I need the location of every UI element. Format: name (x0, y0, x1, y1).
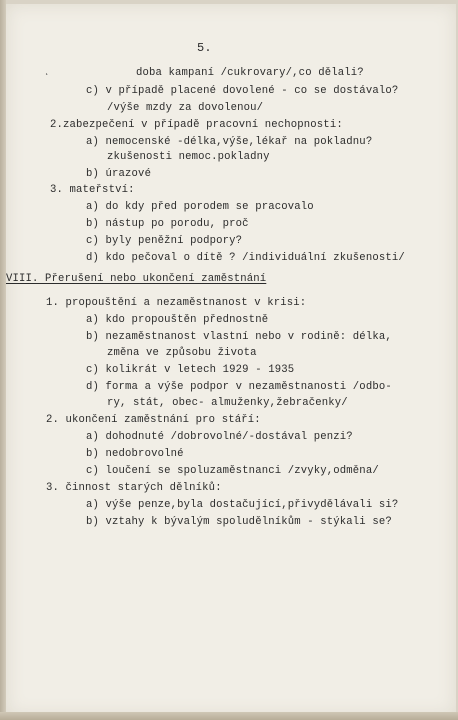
text-line: c) byly peněžní podpory? (86, 235, 243, 247)
text-line: a) výše penze,byla dostačující,přivydělávali si? (86, 499, 399, 511)
text-line: 2. ukončení zaměstnání pro stáří: (46, 414, 261, 426)
text-line: ry, stát, obec- almuženky,žebračenky/ (107, 397, 348, 409)
text-line: doba kampaní /cukrovary/,co dělali? (136, 67, 364, 79)
text-line: b) nástup po porodu, proč (86, 218, 249, 230)
text-line: b) úrazové (86, 168, 152, 180)
text-line: 1. propouštění a nezaměstnanost v krisi: (46, 297, 307, 309)
text-line: b) vztahy k bývalým spoludělníkům - stýkali se? (86, 516, 392, 528)
text-line: b) nezaměstnanost vlastní nebo v rodině: délka, (86, 331, 392, 343)
text-line: 2.zabezpečení v případě pracovní nechopnosti: (50, 119, 343, 131)
text-line: b) nedobrovolné (86, 448, 184, 460)
text-line: c) loučení se spoluzaměstnanci /zvyky,odměna/ (86, 465, 379, 477)
text-line: d) kdo pečoval o dítě ? /individuální zkušenosti/ (86, 252, 405, 264)
text-line: c) kolikrát v letech 1929 - 1935 (86, 364, 295, 376)
section-heading: VIII. Přerušení nebo ukončení zaměstnání (6, 273, 267, 285)
text-line: zkušenosti nemoc.pokladny (107, 151, 270, 163)
page-edge-bottom (0, 712, 458, 720)
text-line: /výše mzdy za dovolenou/ (107, 102, 264, 114)
text-line: c) v případě placené dovolené - co se dostávalo? (86, 85, 399, 97)
text-line: a) kdo propouštěn přednostně (86, 314, 269, 326)
text-line: d) forma a výše podpor v nezaměstnanosti /odbo- (86, 381, 392, 393)
text-line: a) nemocenské -délka,výše,lékař na pokladnu? (86, 136, 373, 148)
text-line: 3. mateřství: (50, 184, 135, 196)
stray-mark: ˛ (44, 66, 50, 76)
text-line: a) dohodnuté /dobrovolné/-dostával penzi? (86, 431, 353, 443)
text-line: 3. činnost starých dělníků: (46, 482, 222, 494)
text-line: změna ve způsobu života (107, 347, 257, 359)
page-number: 5. (197, 41, 212, 55)
text-line: a) do kdy před porodem se pracovalo (86, 201, 314, 213)
